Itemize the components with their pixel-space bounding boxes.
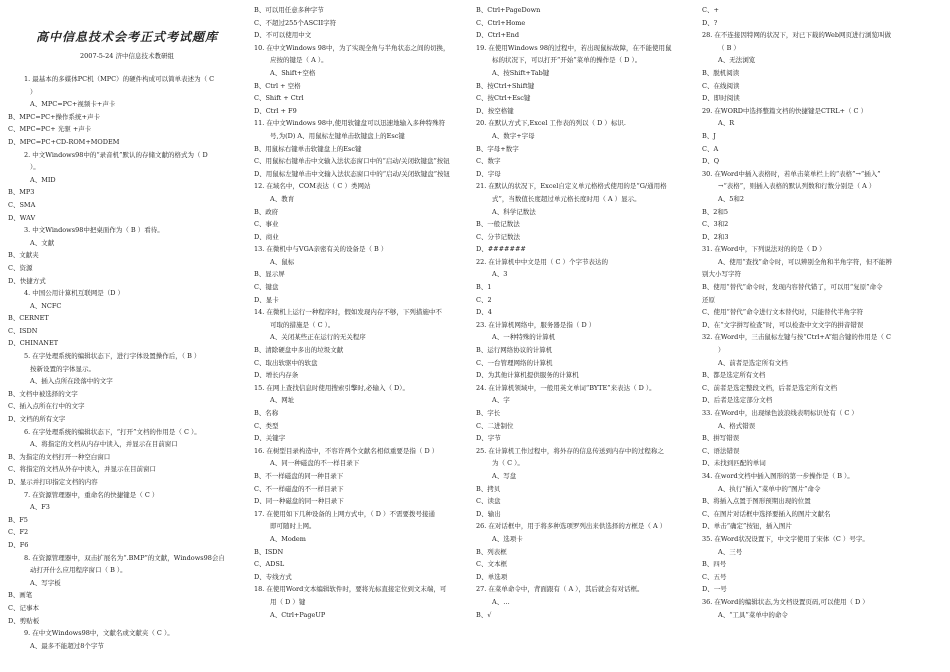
text-line: D、在“文字拼写检查”时，可以检查中文文字的拼音错误 xyxy=(702,320,864,329)
text-line: A、关闭某些正在运行的无关程序 xyxy=(270,333,366,342)
text-line: C、Shift + Ctrl xyxy=(254,94,304,103)
text-line: C、MPC=PC+ 光驱 +声卡 xyxy=(8,125,92,134)
text-line: A、使用“查找”命令时，可以辨别全角和半角字符，但不能辨 xyxy=(718,257,892,266)
text-line: ）。 xyxy=(30,163,40,172)
text-line: A、将指定的文档从内存中读入，并显示在目前窗口 xyxy=(30,440,178,449)
text-line: A、数字+字母 xyxy=(492,131,535,140)
text-line: A、无法浏览 xyxy=(718,56,756,65)
text-line: B、画笔 xyxy=(8,591,33,600)
text-line: C、F2 xyxy=(8,528,29,537)
text-line: D、后者是选定部分文档 xyxy=(702,396,773,405)
text-line: A、最多不能超过8个字节 xyxy=(30,641,104,650)
text-line: D、WAV xyxy=(8,213,36,222)
text-line: A、执行“插入”菜单中的“图片”命令 xyxy=(718,484,821,493)
text-line: 6. 在字处理系统的编辑状态下，“打开”文档的作用是（ C ）。 xyxy=(24,427,201,436)
text-line: B、MP3 xyxy=(8,188,35,197)
text-line: D、? xyxy=(702,18,718,27)
text-line: D、CHINANET xyxy=(8,339,59,348)
text-line: 还原 xyxy=(702,295,715,304)
text-line: A、一种特殊的计算机 xyxy=(492,333,556,342)
text-line: B、用鼠标右键单击软键盘上的Esc键 xyxy=(254,144,362,153)
text-line: A、写盘 xyxy=(492,471,517,480)
text-line: 12. 在域名中，COM表达（ C ）类网站 xyxy=(254,182,371,191)
text-line: A、MID xyxy=(30,175,56,184)
text-line: B、显示屏 xyxy=(254,270,285,279)
text-line: 34. 在word文档中插入图形的第一步操作是（ B ）。 xyxy=(702,471,854,480)
text-line: A、5和2 xyxy=(718,194,744,203)
text-line: 4. 中国公用计算机互联网是（D ） xyxy=(24,289,125,298)
text-line: 36. 在Word的编辑状态,为文档设置页码,可以使用（ D ） xyxy=(702,597,869,606)
text-line: 10. 在中文Windows 98中，为了实现全角与半角状态之间的切换， xyxy=(254,43,450,52)
text-line: A、同一种磁盘的不一样目录下 xyxy=(270,459,360,468)
text-line: B、可以用任意多种字节 xyxy=(254,6,324,14)
text-line: 3. 中文Windows98中把桌面作为（ B ）看待。 xyxy=(24,226,164,235)
text-line: D、4 xyxy=(476,308,492,317)
text-line: C、键盘 xyxy=(254,283,279,292)
text-line: （ B ） xyxy=(718,43,740,52)
text-line: 2. 中文Windows98中的“录音机”默认的存储文献的格式为（ D xyxy=(24,150,208,159)
text-line: A、文献 xyxy=(30,238,55,247)
text-line: D、不可以使用中文 xyxy=(254,31,312,40)
text-line: D、单击“确定”按钮，插入图片 xyxy=(702,522,792,531)
text-line: 30. 在Word中插入表格时，若单击菜单栏上的“表格”→“插入” xyxy=(702,169,881,178)
text-line: B、将插入点置于图形预期出现的位置 xyxy=(702,497,811,506)
text-line: 25. 在计算机工作过程中，将外存的信息传送到内存中的过程称之 xyxy=(476,446,664,455)
text-line: ） xyxy=(30,87,37,96)
text-line: C、事业 xyxy=(254,220,279,229)
text-line: C、用鼠标右键单击中文输入法状态窗口中的“启动/关闭软键盘”按钮 xyxy=(254,157,450,166)
text-line: A、3 xyxy=(492,270,508,279)
text-line: D、Ctrl+End xyxy=(476,31,520,40)
text-line: D、为其他计算机提供服务的计算机 xyxy=(476,371,579,380)
text-line: B、四号 xyxy=(702,560,727,569)
text-line: 22. 在计算机中中文是用（ C ）个字节表达的 xyxy=(476,257,609,266)
text-line: D、2和3 xyxy=(702,232,729,241)
column-4 xyxy=(702,0,914,672)
text-line: C、使用“替代”命令进行文本替代时，只能替代半角字符 xyxy=(702,308,864,317)
text-line: D、未找到匹配的单词 xyxy=(702,459,766,468)
text-line: 24. 在计算机领域中，一般用英文单词“BYTE”来表达（ D ）。 xyxy=(476,383,656,392)
text-line: D、单选项 xyxy=(476,572,508,581)
text-line: B、J xyxy=(702,131,716,140)
text-line: A、Shift+空格 xyxy=(270,68,316,77)
text-line: B、政府 xyxy=(254,207,279,216)
text-line: 号,为(D) A、用鼠标左键单击软键盘上的Esc键 xyxy=(270,131,405,140)
document-subtitle: 2007-5-24 济中信息技术教研组 xyxy=(80,52,174,60)
text-line: 动打开什么应用程序窗口（ B ）。 xyxy=(30,566,127,575)
text-line: B、Ctrl + 空格 xyxy=(254,81,301,90)
text-line: C、3和2 xyxy=(702,220,729,229)
text-line: 用（ D ）键 xyxy=(270,597,306,606)
text-line: B、Ctrl+PageDown xyxy=(476,6,541,14)
text-line: C、语法错误 xyxy=(702,446,740,455)
text-line: 26. 在对话框中，用于将多种选项罗列出来供选择的方框是（ A ） xyxy=(476,522,667,531)
text-line: D、Ctrl + F9 xyxy=(254,106,297,115)
text-line: C、文本框 xyxy=(476,560,507,569)
text-line: C、SMA xyxy=(8,200,36,209)
text-line: C、类型 xyxy=(254,421,279,430)
text-line: D、字母 xyxy=(476,169,501,178)
text-line: 23. 在计算机网络中，服务器是指（ D ） xyxy=(476,320,596,329)
text-line: 29. 在WORD中选择整篇文档的快捷键是CTRL+（ C ） xyxy=(702,106,868,115)
text-line: A、鼠标 xyxy=(270,257,295,266)
text-line: B、字长 xyxy=(476,409,501,417)
text-line: D、关键字 xyxy=(254,434,286,443)
text-line: D、####### xyxy=(476,245,526,254)
text-line: 应按的键是（ A ）。 xyxy=(270,56,328,65)
text-line: A、格式错误 xyxy=(718,421,756,430)
text-line: C、A xyxy=(702,144,719,153)
text-line: B、名称 xyxy=(254,409,279,417)
text-line: B、拷贝 xyxy=(476,484,501,493)
text-line: A、R xyxy=(718,119,735,128)
text-line: C、二进制位 xyxy=(476,421,514,430)
text-line: 9. 在中文Windows98中，文献名或文献夹（ C ）。 xyxy=(24,629,174,638)
text-line: 17. 在使用如下几种设备的上网方式中，（ D ）不需要拨号接通 xyxy=(254,509,435,518)
text-line: C、按Ctrl+Esc键 xyxy=(476,94,531,103)
text-line: A、插入点所在段落中的文字 xyxy=(30,377,113,386)
text-line: C、插入点所在行中的文字 xyxy=(8,402,85,411)
text-line: 18. 在使用Word文本编辑软件时，要将光标直接定位到文末端，可 xyxy=(254,585,447,594)
text-line: C、在图片对话框中选择要插入的图片文献名 xyxy=(702,509,831,518)
text-line: D、专线方式 xyxy=(254,572,292,581)
text-line: C、分节记数法 xyxy=(476,232,520,241)
text-line: B、文档中被选择的文字 xyxy=(8,389,78,398)
text-line: B、文献夹 xyxy=(8,251,39,260)
text-line: C、资源 xyxy=(8,263,33,272)
document-title: 高中信息技术会考正式考试题库 xyxy=(35,30,218,44)
text-line: C、数字 xyxy=(476,157,501,166)
text-line: 标的状况下，可以打开“开始”菜单的操作是（ D ）。 xyxy=(492,56,642,65)
text-line: 14. 在微机上运行一种程序时，假如发现内存不够，下列措施中不 xyxy=(254,308,442,317)
text-line: 15. 在网上查找信息时使用搜索引擎时,必输入（ D）。 xyxy=(254,383,409,392)
text-line: B、CERNET xyxy=(8,314,49,323)
text-line: B、为指定的文档打开一种空白窗口 xyxy=(8,452,111,461)
text-line: →“表格”，则插入表格的默认列数和行数分别是（ A ） xyxy=(718,182,876,191)
text-line: C、2 xyxy=(476,295,492,304)
text-line: D、同一种磁盘的同一种目录下 xyxy=(254,497,344,506)
text-line: A、… xyxy=(492,597,510,606)
text-line: D、即时阅读 xyxy=(702,94,740,103)
text-line: D、显卡 xyxy=(254,295,279,304)
column-lines xyxy=(702,4,914,621)
text-line: A、F3 xyxy=(30,503,50,512)
text-line: 式”，当数值长度超过单元格长度时用（ A ）显示。 xyxy=(492,194,641,203)
text-line: C、不一样磁盘的不一样目录下 xyxy=(254,484,344,493)
text-line: B、都是选定所有文档 xyxy=(702,371,766,380)
text-line: 即可随时上网。 xyxy=(270,522,316,531)
text-line: B、一般记数法 xyxy=(476,220,520,229)
text-line: B、脱机阅读 xyxy=(702,68,740,77)
text-line: A、网址 xyxy=(270,396,295,405)
text-line: A、NCFC xyxy=(30,301,62,310)
text-line: A、Ctrl+PageUP xyxy=(270,610,326,619)
text-line: D、快捷方式 xyxy=(8,276,46,285)
text-line: B、ISDN xyxy=(254,547,284,556)
text-line: D、MPC=PC+CD-ROM+MODEM xyxy=(8,137,120,146)
text-line: D、文档的所有文字 xyxy=(8,415,66,424)
text-line: B、拼写错误 xyxy=(702,434,740,443)
text-line: B、1 xyxy=(476,283,492,292)
text-line: D、一号 xyxy=(702,585,727,594)
text-line: A、按Shift+Tab键 xyxy=(492,68,550,77)
text-line: C、五号 xyxy=(702,572,727,581)
text-line: 5. 在字处理系统的编辑状态下，进行字体设置操作后，（ B ） xyxy=(24,352,201,361)
text-line: D、商业 xyxy=(254,232,279,241)
text-line: D、用鼠标左键单击中文输入法状态窗口中的“启动/关闭软键盘”按钮 xyxy=(254,169,451,178)
text-line: ） xyxy=(718,346,725,355)
text-line: C、前者是选定整段文档，后者是选定所有文档 xyxy=(702,383,837,392)
text-line: 16. 在树型目录构造中，不容许两个文献名相似重要是指（ D ） xyxy=(254,446,439,455)
text-line: 19. 在使用Windows 98的过程中，若出现鼠标故障，在不能使用鼠 xyxy=(476,43,672,52)
column-3 xyxy=(476,0,694,672)
text-line: 按新设置的字体显示。 xyxy=(30,364,95,373)
text-line: 8. 在资源管理器中，双击扩展名为“.BMP”的文献，Windows98会自 xyxy=(24,553,225,562)
text-line: B、按Ctrl+Shift键 xyxy=(476,81,535,90)
text-line: A、选项卡 xyxy=(492,534,523,543)
text-line: C、Ctrl+Home xyxy=(476,18,526,27)
text-line: A、写字板 xyxy=(30,578,61,587)
text-line: 31. 在Word中，下列说法对的的是（ D ） xyxy=(702,245,826,254)
text-line: C、一台管理网络的计算机 xyxy=(476,358,553,367)
text-line: B、运行网络协议的计算机 xyxy=(476,346,553,355)
text-line: A、科学记数法 xyxy=(492,207,536,216)
text-line: A、Modem xyxy=(270,534,306,543)
text-line: C、ADSL xyxy=(254,560,285,569)
text-line: D、字节 xyxy=(476,434,501,443)
text-line: C、取出软驱中的软盘 xyxy=(254,358,318,367)
text-line: B、使用“替代”命令时，发现内容替代错了，可以用“复原”命令 xyxy=(702,283,883,292)
text-line: B、字母+数字 xyxy=(476,144,519,153)
text-line: A、“工具”菜单中的命令 xyxy=(718,610,788,619)
text-line: D、按空格键 xyxy=(476,106,514,115)
text-line: 33. 在Word中，出现绿色波浪线表明标识处有（ C ） xyxy=(702,409,858,417)
text-line: A、前者是选定所有文档 xyxy=(718,358,788,367)
text-line: B、清除硬盘中多出的垃圾文献 xyxy=(254,346,344,355)
text-line: C、ISDN xyxy=(8,326,38,335)
text-line: D、显示并打印指定文档的内容 xyxy=(8,478,98,486)
text-line: A、字 xyxy=(492,396,510,405)
text-line: 13. 在微机中与VGA亲密有关的设备是（ B ） xyxy=(254,245,388,254)
column-1 xyxy=(8,0,246,672)
text-line: C、不超过255个ASCII字符 xyxy=(254,18,337,27)
text-line: C、读盘 xyxy=(476,497,501,506)
text-line: D、Q xyxy=(702,157,720,166)
text-line: B、列表框 xyxy=(476,547,507,556)
text-line: C、将指定的文档从外存中读入，并显示在目前窗口 xyxy=(8,465,156,474)
column-lines xyxy=(476,4,694,621)
text-line: D、增长内存条 xyxy=(254,371,299,380)
text-line: 11. 在中文Windows 98中,使用软键盘可以迅速地输入多种特殊符 xyxy=(254,119,446,128)
text-line: A、教育 xyxy=(270,194,295,203)
text-line: 28. 在不连接因特网的状况下，对已下载的Web网页进行浏览叫做 xyxy=(702,31,892,40)
text-line: 别大小写字符 xyxy=(702,270,741,279)
text-line: D、F6 xyxy=(8,540,29,549)
text-line: B、F5 xyxy=(8,515,28,524)
text-line: A、MPC=PC+视频卡+声卡 xyxy=(30,100,116,109)
text-line: A、三号 xyxy=(718,547,743,556)
text-line: 为（ C ）。 xyxy=(492,459,524,468)
column-lines xyxy=(254,4,472,621)
text-line: 7. 在资源管理器中，重命名的快捷键是（ C ） xyxy=(24,490,159,499)
text-line: 21. 在默认的状况下，Excel自定义单元格格式使用的是“G/通用格 xyxy=(476,182,667,191)
text-line: C、+ xyxy=(702,6,719,14)
column-2 xyxy=(254,0,472,672)
text-line: B、MPC=PC+操作系统+声卡 xyxy=(8,112,100,121)
text-line: C、记事本 xyxy=(8,603,39,612)
text-line: B、√ xyxy=(476,610,492,619)
text-line: D、剪贴板 xyxy=(8,616,40,625)
column-lines xyxy=(8,73,246,652)
text-line: B、2和5 xyxy=(702,207,729,216)
text-line: B、不一样磁盘的同一种目录下 xyxy=(254,471,344,480)
text-line: D、输出 xyxy=(476,509,501,518)
text-line: 1. 最基本的多媒体PC机（MPC）的硬件构成可以简单表述为（ C xyxy=(24,75,215,83)
text-line: 可取的措施是（ C ）。 xyxy=(270,320,335,329)
text-line: 32. 在Word中，三击鼠标左键与按“Ctrl+A”组合键的作用是（ C xyxy=(702,333,891,342)
text-line: 20. 在默认方式下,Excel 工作表的列以（ D ）标识. xyxy=(476,119,626,128)
text-line: 35. 在Word状况设置下，中文字使用了宋体（C ）号字。 xyxy=(702,534,869,543)
text-line: C、在线阅读 xyxy=(702,81,740,90)
text-line: 27. 在菜单命令中，背面跟有（ A ），其后就会有对话框。 xyxy=(476,585,644,594)
